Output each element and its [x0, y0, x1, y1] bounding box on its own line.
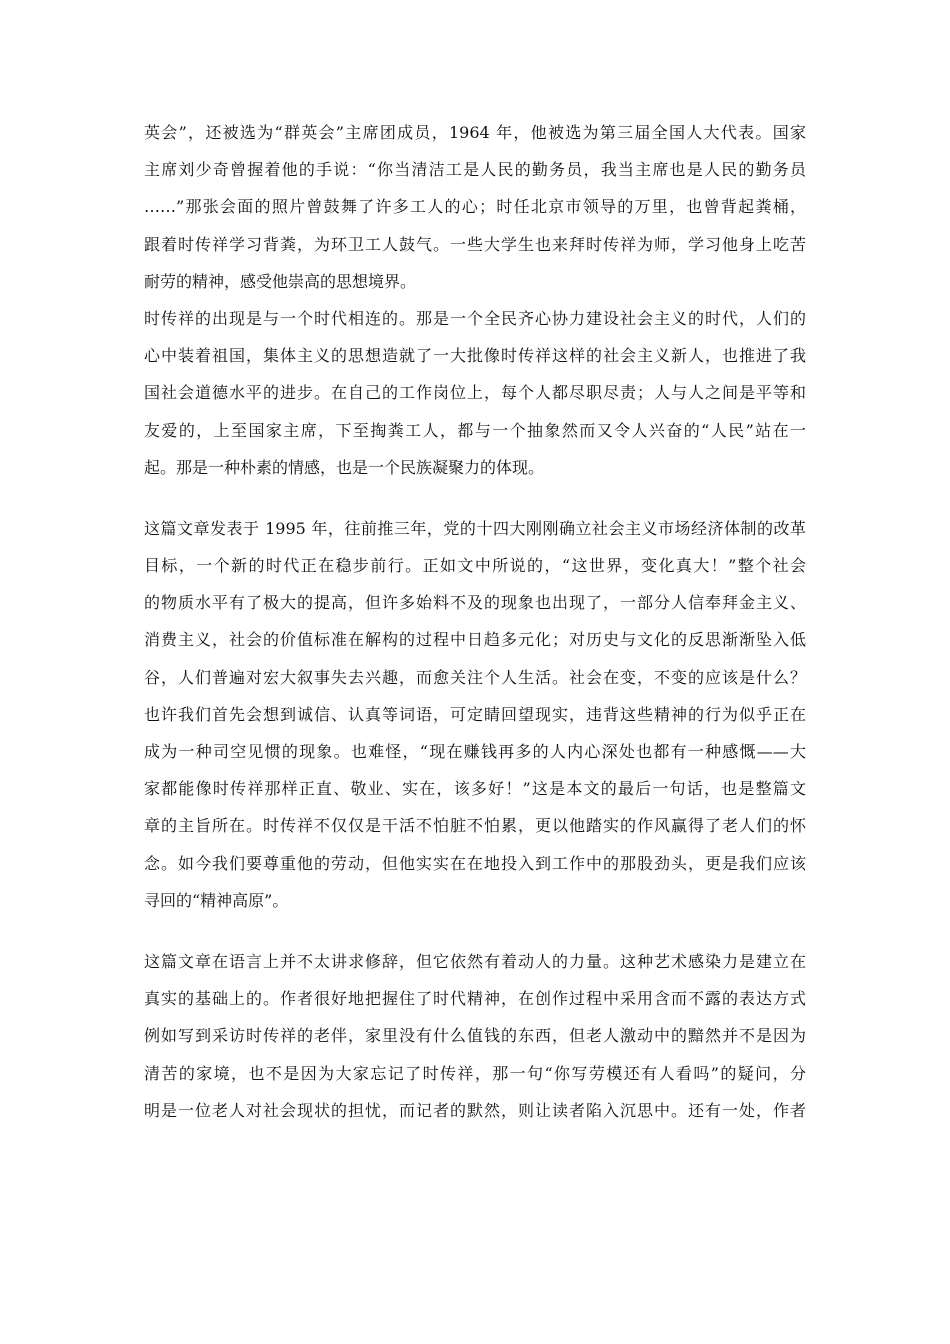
- text-line: 这篇文章在语言上并不太讲求修辞，但它依然有着动人的力量。这种艺术感染力是建立在: [144, 951, 806, 971]
- text-line: 清苦的家境，也不是因为大家忘记了时传祥，那一句“你写劳模还有人看吗”的疑问，分: [144, 1063, 806, 1083]
- text-line: 的物质水平有了极大的提高，但许多始料不及的现象也出现了，一部分人信奉拜金主义、: [144, 593, 806, 613]
- paragraph-spacer: [144, 486, 806, 510]
- text-line: 也许我们首先会想到诚信、认真等词语，可定睛回望现实，违背这些精神的行为似乎正在: [144, 704, 806, 724]
- text-line: 家都能像时传祥那样正直、敬业、实在，该多好！”这是本文的最后一句话，也是整篇文: [144, 779, 806, 799]
- document-page: [144, 114, 806, 1129]
- text-line: 例如写到采访时传祥的老伴，家里没有什么值钱的东西，但老人激动中的黯然并不是因为: [144, 1026, 806, 1046]
- text-line: 时传祥的出现是与一个时代相连的。那是一个全民齐心协力建设社会主义的时代，人们的: [144, 308, 806, 328]
- text-line: 消费主义，社会的价值标准在解构的过程中日趋多元化；对历史与文化的反思渐渐坠入低: [144, 630, 806, 650]
- text-line: 国社会道德水平的进步。在自己的工作岗位上，每个人都尽职尽责；人与人之间是平等和: [144, 383, 806, 403]
- text-line: 友爱的，上至国家主席，下至掏粪工人，都与一个抽象然而又令人兴奋的“人民”站在一: [144, 420, 806, 440]
- paragraph-1: [144, 114, 806, 300]
- text-line: 寻回的“精神高原”。: [144, 890, 289, 910]
- text-line: 这篇文章发表于 1995 年，往前推三年，党的十四大刚刚确立社会主义市场经济体制的改革: [144, 518, 806, 538]
- text-line: 耐劳的精神，感受他崇高的思想境界。: [144, 271, 417, 291]
- text-line: 念。如今我们要尊重他的劳动，但他实实在在地投入到工作中的那股劲头，更是我们应该: [144, 853, 806, 873]
- paragraph-2: [144, 300, 806, 486]
- text-line: 起。那是一种朴素的情感，也是一个民族凝聚力的体现。: [144, 457, 545, 477]
- text-line: 成为一种司空见惯的现象。也难怪，“现在赚钱再多的人内心深处也都有一种感慨——大: [144, 742, 806, 761]
- text-line: 主席刘少奇曾握着他的手说：“你当清洁工是人民的勤务员，我当主席也是人民的勤务员: [144, 160, 806, 180]
- text-line: 跟着时传祥学习背粪，为环卫工人鼓气。一些大学生也来拜时传祥为师，学习他身上吃苦: [144, 234, 806, 254]
- text-line: 真实的基础上的。作者很好地把握住了时代精神，在创作过程中采用含而不露的表达方式: [144, 989, 806, 1009]
- text-line: 心中装着祖国，集体主义的思想造就了一大批像时传祥这样的社会主义新人，也推进了我: [144, 346, 806, 366]
- paragraph-4: [144, 943, 806, 1129]
- text-line: 英会”，还被选为“群英会”主席团成员，1964 年，他被选为第三届全国人大代表。国家: [144, 123, 806, 142]
- paragraph-3: [144, 510, 806, 919]
- text-line: 谷，人们普遍对宏大叙事失去兴趣，而愈关注个人生活。社会在变，不变的应该是什么？: [144, 667, 806, 687]
- text-line: 章的主旨所在。时传祥不仅仅是干活不怕脏不怕累，更以他踏实的作风赢得了老人们的怀: [144, 816, 806, 836]
- text-line: 明是一位老人对社会现状的担忧，而记者的默然，则让读者陷入沉思中。还有一处，作者: [144, 1100, 806, 1120]
- text-line: ……”那张会面的照片曾鼓舞了许多工人的心；时任北京市领导的万里，也曾背起粪桶，: [144, 197, 806, 217]
- paragraph-spacer: [144, 919, 806, 943]
- text-line: 目标，一个新的时代正在稳步前行。正如文中所说的，“这世界，变化真大！”整个社会: [144, 556, 806, 576]
